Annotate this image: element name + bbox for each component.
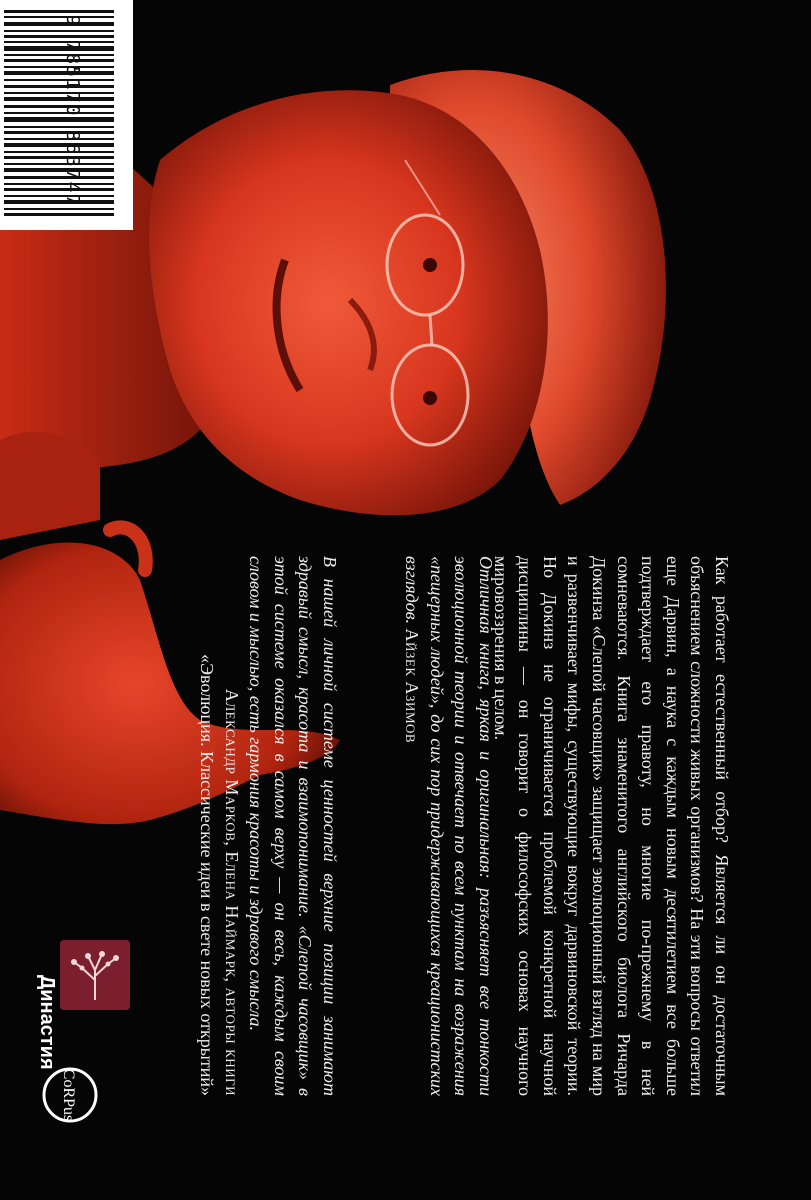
asimov-quote: Отличная книга, яркая и оригинальная: разъясняет все тонкости эволюционной теории и отвечает по всем пунктам на возражения «пещерных людей», до сих пор придерживающихся креационистских взглядов. bbox=[402, 556, 496, 1096]
barcode-digits: 9 785170 863747 bbox=[62, 14, 83, 208]
markov-signature-line2: «Эволюция. Классические идеи в свете новых открытий» bbox=[197, 654, 218, 1096]
markov-quote: В нашей личной системе ценностей верхние позиции занимают здравый смысл, красота и взаимопонимание. «Слепой часовщик» в этой системе оказался в самом верху — он весь, каждым своим словом и мыслью, есть гармония красоты и здравого смысла. bbox=[246, 556, 340, 1096]
book-blurb: Как работает естественный отбор? Является ли он достаточным объяснением сложности живых организмов? На эти вопросы ответил еще Дарвин, а наука с каждым новым десятилетием все больше подтверждает его правоту, но многие по-прежнему в ней сомневаются. Книга знаменитого английского биолога Ричарда Докинза «Слепой часовщик» защищает эволюционный взгляд на мир и развенчивает мифы, существующие вокруг дарвиновской теории. Но Докинз не ограничивается проблемой конкретной научной дисциплины — он говорит о философских основах научного мировоззрения в целом. bbox=[490, 556, 732, 1096]
asimov-review bbox=[400, 556, 498, 1096]
asimov-signature: Айзек Азимов bbox=[402, 628, 423, 744]
corpus-logo-text: CoRPus bbox=[60, 1068, 77, 1122]
tree-icon bbox=[60, 940, 130, 1010]
back-cover-text bbox=[139, 556, 734, 1096]
dynasty-publisher-logo bbox=[60, 940, 130, 1010]
markov-review bbox=[194, 556, 342, 1096]
corpus-logo-icon bbox=[40, 1055, 100, 1135]
markov-signature-line1: Александр Марков, Елена Наймарк, авторы книги bbox=[221, 688, 242, 1096]
publisher-name: Династия bbox=[36, 975, 58, 1070]
